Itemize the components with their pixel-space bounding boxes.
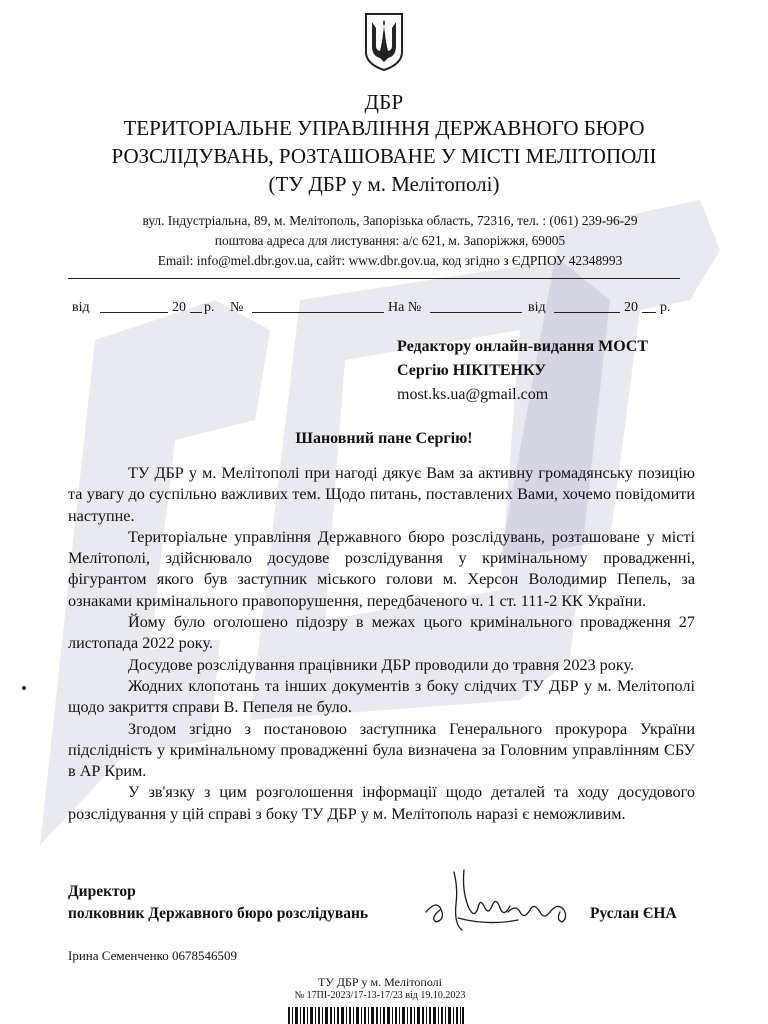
paragraph: Йому було оголошено підозру в межах цього кримінального провадження 27 листопада 2022 року. xyxy=(68,613,695,653)
paragraph: Досудове розслідування працівники ДБР проводили до травня 2023 року. xyxy=(128,655,635,674)
paragraph: Згодом згідно з постановою заступника Генерального прокурора України підслідність у кримінальному провадженні була визначена за Головним управлінням СБУ в АР Крим. xyxy=(68,719,695,781)
registration-number: № 17ПІ-2023/17-13-17/23 від 19.10.2023 xyxy=(294,990,466,1001)
greeting: Шановний пане Сергію! xyxy=(295,430,473,447)
ref-from-label2: від xyxy=(528,300,546,315)
ref-number-blank xyxy=(252,300,384,313)
ref-year2-blank xyxy=(642,300,656,313)
ref-year-suffix2: р. xyxy=(660,300,671,315)
signatory-title-line2: полковник Державного бюро розслідувань xyxy=(68,905,369,922)
org-title-line2: РОЗСЛІДУВАНЬ, РОЗТАШОВАНЕ У МІСТІ МЕЛІТОПОЛІ xyxy=(111,144,657,168)
paragraph: Жодних клопотань та інших документів з боку слідчих ТУ ДБР у м. Мелітополі щодо закриття справи В. Пепеля не було. xyxy=(68,676,695,717)
handwritten-signature-icon xyxy=(418,868,588,940)
ref-on-number-label: На № xyxy=(388,300,422,315)
recipient-line1: Редактору онлайн-видання МОСТ xyxy=(397,338,649,355)
address-line1: вул. Індустріальна, 89, м. Мелітополь, Запорізька область, 72316, тел. : (061) 239-96-29 xyxy=(142,213,638,228)
ref-year-suffix1: р. xyxy=(204,300,215,315)
header-divider xyxy=(68,278,680,279)
ukraine-trident-icon xyxy=(363,12,405,72)
ref-on-number-blank xyxy=(430,300,522,313)
letter-body xyxy=(68,463,695,825)
org-title-line1: ТЕРИТОРІАЛЬНЕ УПРАВЛІННЯ ДЕРЖАВНОГО БЮРО xyxy=(123,116,645,140)
executor-contact: Ірина Семенченко 0678546509 xyxy=(68,948,237,963)
ref-from-label: від xyxy=(72,300,90,315)
org-short-name: ДБР xyxy=(364,90,404,114)
recipient-line2: Сергію НІКІТЕНКУ xyxy=(397,362,546,379)
address-line3: Email: info@mel.dbr.gov.ua, сайт: www.dbr.gov.ua, код згідно з ЄДРПОУ 42348993 xyxy=(157,253,623,268)
ref-date-blank xyxy=(100,300,168,313)
paragraph: Територіальне управління Державного бюро розслідувань, розташоване у місті Мелітополі, здійснювало досудове розслідування у кримінальному провадженні, фігурантом якого був заступник міського голови м. Херсон Володимир Пепель, за ознаками кримінального правопорушення, передбаченого ч. 1 ст. 111-2 КК України. xyxy=(68,527,695,610)
signatory-title-line1: Директор xyxy=(68,883,136,900)
ref-number-label: № xyxy=(230,300,244,315)
ref-year2: 20 xyxy=(624,300,638,315)
signatory-name: Руслан ЄНА xyxy=(590,905,677,922)
ref-date2-blank xyxy=(554,300,620,313)
address-line2: поштова адреса для листування: а/с 621, м. Запоріжжя, 69005 xyxy=(214,233,566,248)
ref-year1: 20 xyxy=(172,300,186,315)
paragraph: У зв'язку з цим розголошення інформації щодо деталей та ходу досудового розслідування у цій справі з боку ТУ ДБР у м. Мелітополь наразі є неможливим. xyxy=(68,783,695,823)
margin-mark xyxy=(22,686,26,690)
org-title-line3: (ТУ ДБР у м. Мелітополі) xyxy=(268,172,500,196)
ref-year1-blank xyxy=(190,300,202,313)
barcode-icon xyxy=(288,1007,464,1024)
registration-office: ТУ ДБР у м. Мелітополі xyxy=(317,975,442,989)
recipient-email: most.ks.ua@gmail.com xyxy=(397,386,549,403)
paragraph: ТУ ДБР у м. Мелітополі при нагоді дякує Вам за активну громадянську позицію та увагу до суспільно важливих тем. Щодо питань, поставлених Вами, хочемо повідомити наступне. xyxy=(68,464,695,525)
